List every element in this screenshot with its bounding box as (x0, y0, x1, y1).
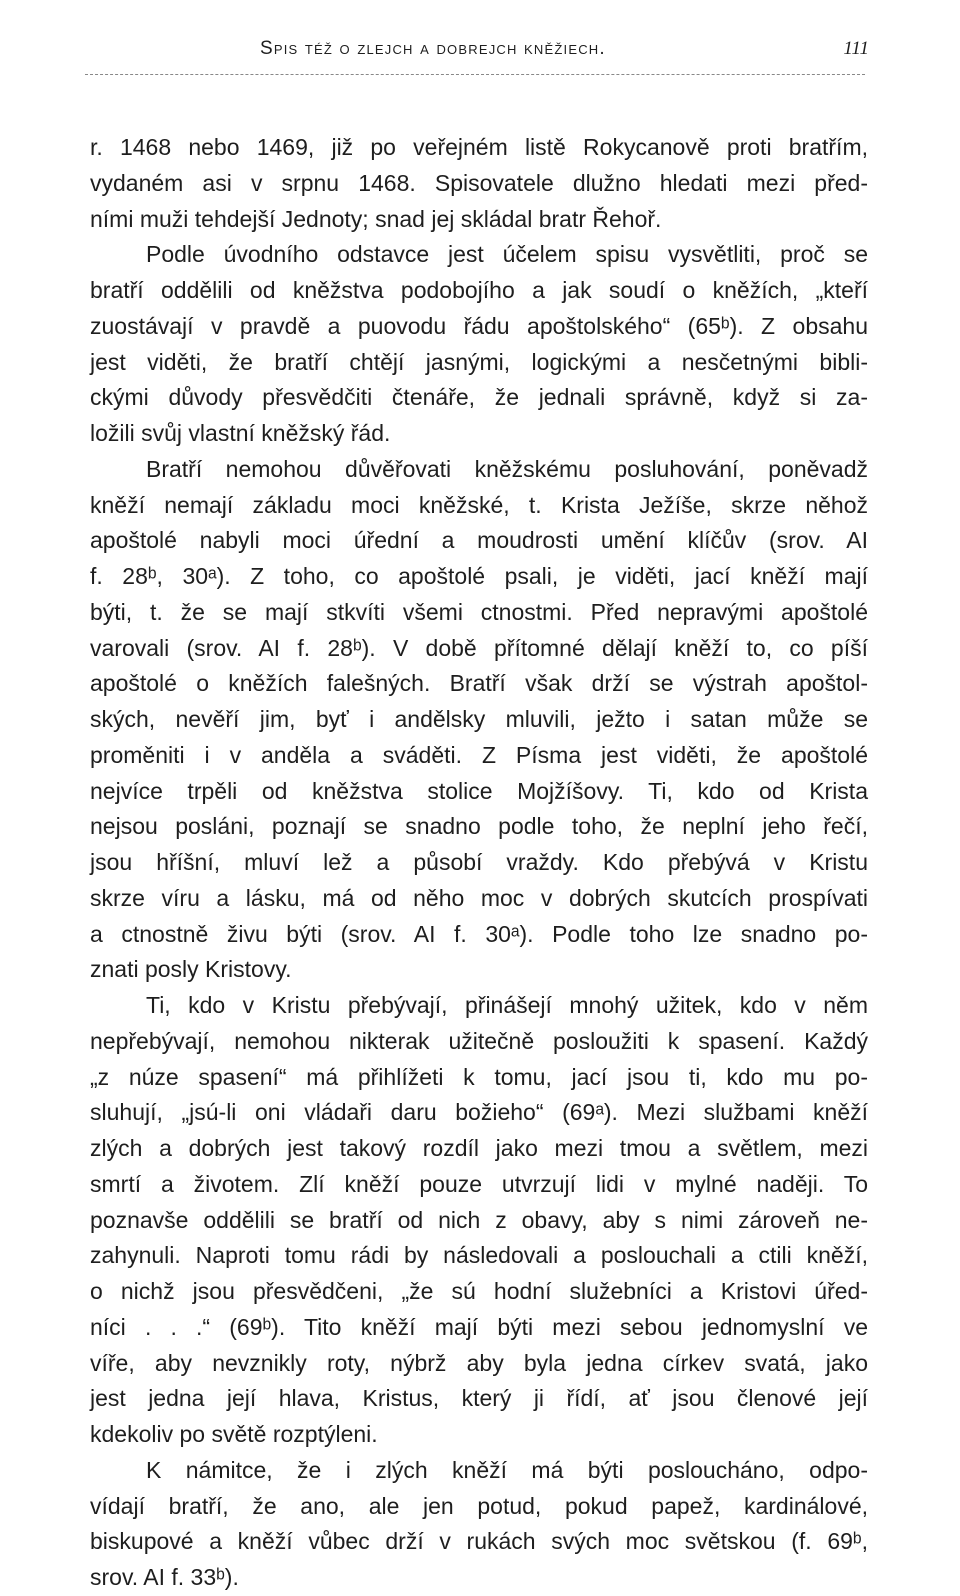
page-number: 111 (843, 38, 869, 59)
text-line: smrtí a životem. Zlí kněží pouze utvrzují lidi v mylné naději. To (90, 1170, 868, 1197)
text-line: kdekoliv po světě rozptýleni. (90, 1421, 378, 1447)
text-line: sluhují, „jsú-li oni vládaři daru božieho“ (69ᵃ). Mezi službami kněží (90, 1099, 868, 1126)
text-line: apoštolé o kněžích falešných. Bratří však drží se výstrah apoštol- (90, 670, 868, 697)
text-line: apoštolé nabyli moci úřední a moudrosti umění klíčův (srov. AI (90, 527, 868, 554)
text-line: o nichž jsou přesvědčeni, „že sú hodní služebníci a Kristovi úřed- (90, 1278, 868, 1304)
header-rule (85, 74, 865, 75)
text-line: Ti, kdo v Kristu přebývají, přinášejí mnohý užitek, kdo v něm (146, 992, 868, 1018)
text-line: r. 1468 nebo 1469, již po veřejném listě Rokycanově proti bratřím, (90, 134, 868, 160)
running-head (85, 38, 875, 68)
text-line: a ctnostně živu býti (srov. AI f. 30ᵃ). Podle toho lze snadno po- (90, 920, 868, 947)
text-line: Bratří nemohou důvěřovati kněžskému posluhování, poněvadž (146, 455, 868, 482)
text-line: ských, nevěří jim, byť i andělsky mluvili, ježto i satan může se (90, 706, 868, 732)
text-line: biskupové a kněží vůbec drží v rukách svých moc světskou (f. 69ᵇ, (90, 1528, 868, 1555)
text-line: býti, t. že se mají stkvíti všemi ctnostmi. Před nepravými apoštolé (90, 598, 868, 625)
text-line: srov. AI f. 33ᵇ). (90, 1564, 239, 1590)
text-line: K námitce, že i zlých kněží má býti posloucháno, odpo- (146, 1456, 868, 1483)
text-line: Podle úvodního odstavce jest účelem spisu vysvětliti, proč se (146, 241, 868, 268)
text-line: níci . . .“ (69ᵇ). Tito kněží mají býti mezi sebou jednomyslní ve (90, 1313, 868, 1340)
text-line: skrze víru a lásku, má od něho moc v dobrých skutcích prospívati (90, 884, 868, 911)
text-line: ními muži tehdejší Jednoty; snad jej skládal bratr Řehoř. (90, 205, 662, 232)
text-line: „z núze spasení“ má přihlížeti k tomu, jací jsou ti, kdo mu po- (90, 1063, 868, 1090)
text-line: jsou hříšní, mluví lež a působí vraždy. Kdo přebývá v Kristu (90, 849, 868, 875)
text-line: zahynuli. Naproti tomu rádi by následovali a poslouchali a ctili kněží, (90, 1242, 868, 1269)
text-line: bratří oddělili od kněžstva podobojího a jak soudí o kněžích, „kteří (90, 277, 868, 303)
text-line: ložili svůj vlastní kněžský řád. (90, 420, 391, 446)
text-line: ckými důvody přesvědčiti čtenáře, že jednali správně, když si za- (90, 384, 868, 411)
text-line: víře, aby nevznikly roty, nýbrž aby byla jedna církev svatá, jako (90, 1349, 868, 1376)
text-line: znati posly Kristovy. (90, 956, 292, 983)
text-line: zlých a dobrých jest takový rozdíl jako mezi tmou a světlem, mezi (90, 1135, 868, 1161)
text-line: varovali (srov. AI f. 28ᵇ). V době přítomné dělají kněží to, co píší (90, 634, 868, 661)
running-title: Spis též o zlejch a dobrejch kněžiech. (260, 38, 606, 59)
text-line: vídají bratří, že ano, ale jen potud, pokud papež, kardinálové, (90, 1492, 868, 1519)
text-line: f. 28ᵇ, 30ᵃ). Z toho, co apoštolé psali, je viděti, jací kněží mají (90, 563, 868, 589)
text-line: vydaném asi v srpnu 1468. Spisovatele dlužno hledati mezi před- (90, 169, 868, 196)
text-line: zuostávají v pravdě a puovodu řádu apoštolského“ (65ᵇ). Z obsahu (90, 312, 868, 339)
text-line: kněží nemají základu moci kněžské, t. Krista Ježíše, skrze něhož (90, 491, 868, 518)
body-text (90, 130, 868, 1596)
text-line: nejsou posláni, poznají se snadno podle toho, že neplní jeho řečí, (90, 813, 868, 840)
text-line: jest jedna její hlava, Kristus, který ji řídí, ať jsou členové její (90, 1385, 868, 1412)
text-line: nepřebývají, nemohou nikterak užitečně posloužiti k spasení. Každý (90, 1027, 868, 1054)
text-line: jest viděti, že bratří chtějí jasnými, logickými a nesčetnými bibli- (90, 348, 868, 375)
text-line: proměniti i v anděla a sváděti. Z Písma jest viděti, že apoštolé (90, 741, 868, 768)
text-line: nejvíce trpěli od kněžstva stolice Mojžíšovy. Ti, kdo od Krista (90, 777, 868, 804)
text-line: poznavše oddělili se bratří od nich z obavy, aby s nimi zároveň ne- (90, 1206, 868, 1233)
